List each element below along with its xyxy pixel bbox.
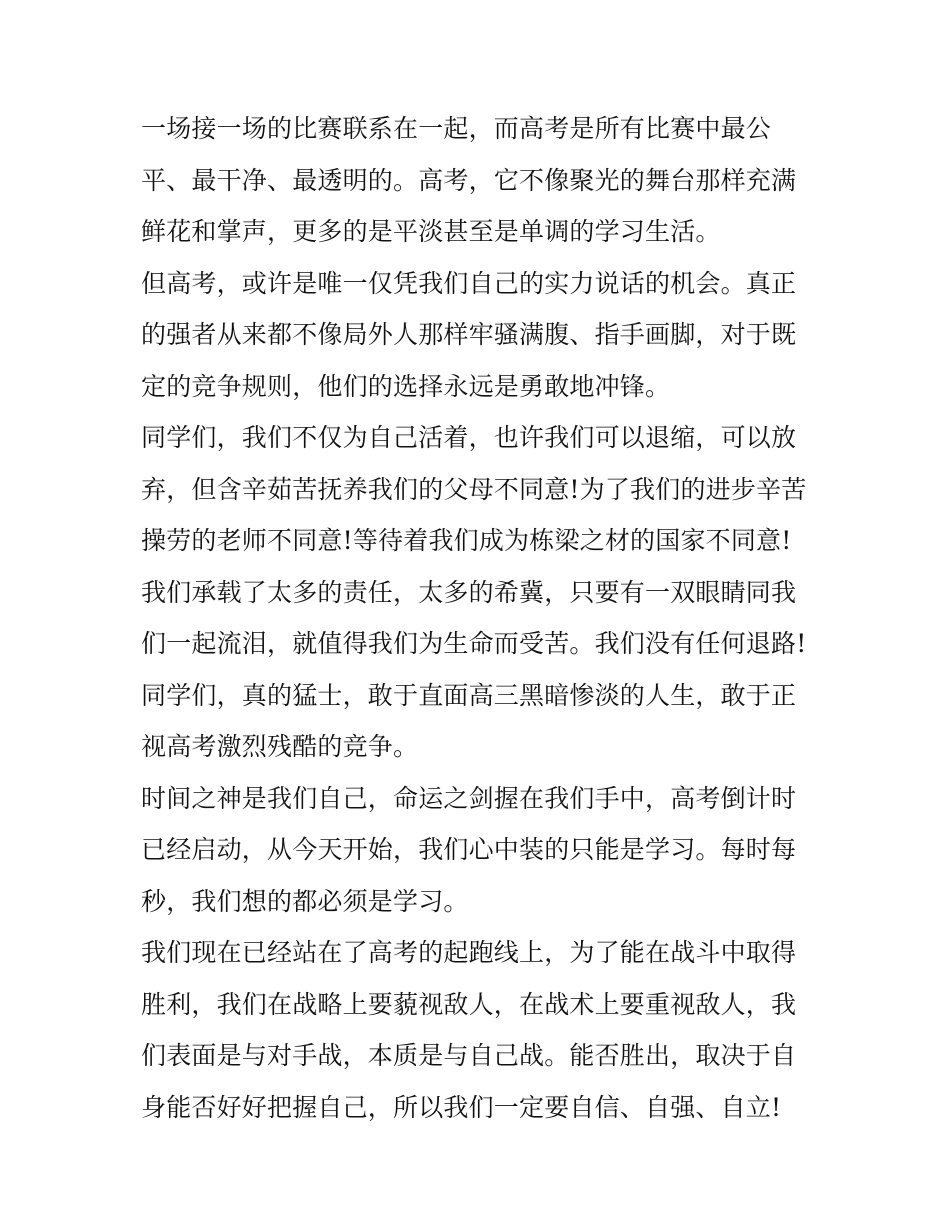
paragraph-7: 我们现在已经站在了高考的起跑线上，为了能在战斗中取得胜利，我们在战略上要藐视敌人，在战术上要重视敌人，我们表面是与对手战，本质是与自己战。能否胜出，取决于自身能否好好把握自己，所以我们一定要自信、自强、自立! [141, 938, 797, 1122]
paragraph-2: 但高考，或许是唯一仅凭我们自己的实力说话的机会。真正的强者从来都不像局外人那样牢骚满腹、指手画脚，对于既定的竞争规则，他们的选择永远是勇敢地冲锋。 [141, 268, 797, 401]
document-body [141, 103, 813, 1133]
paragraph-3: 同学们，我们不仅为自己活着，也许我们可以退缩，可以放弃，但含辛茹苦抚养我们的父母不同意!为了我们的进步辛苦操劳的老师不同意!等待着我们成为栋梁之材的国家不同意! [141, 423, 807, 555]
paragraph-6: 时间之神是我们自己，命运之剑握在我们手中，高考倒计时已经启动，从今天开始，我们心中装的只能是学习。每时每秒，我们想的都必须是学习。 [141, 783, 797, 916]
paragraph-4: 我们承载了太多的责任，太多的希冀，只要有一双眼睛同我们一起流泪，就值得我们为生命而受苦。我们没有任何退路! [141, 577, 807, 658]
paragraph-1: 一场接一场的比赛联系在一起，而高考是所有比赛中最公平、最干净、最透明的。高考，它不像聚光的舞台那样充满鲜花和掌声，更多的是平淡甚至是单调的学习生活。 [141, 114, 797, 246]
paragraph-5: 同学们，真的猛士，敢于直面高三黑暗惨淡的人生，敢于正视高考激烈残酷的竞争。 [141, 680, 797, 761]
